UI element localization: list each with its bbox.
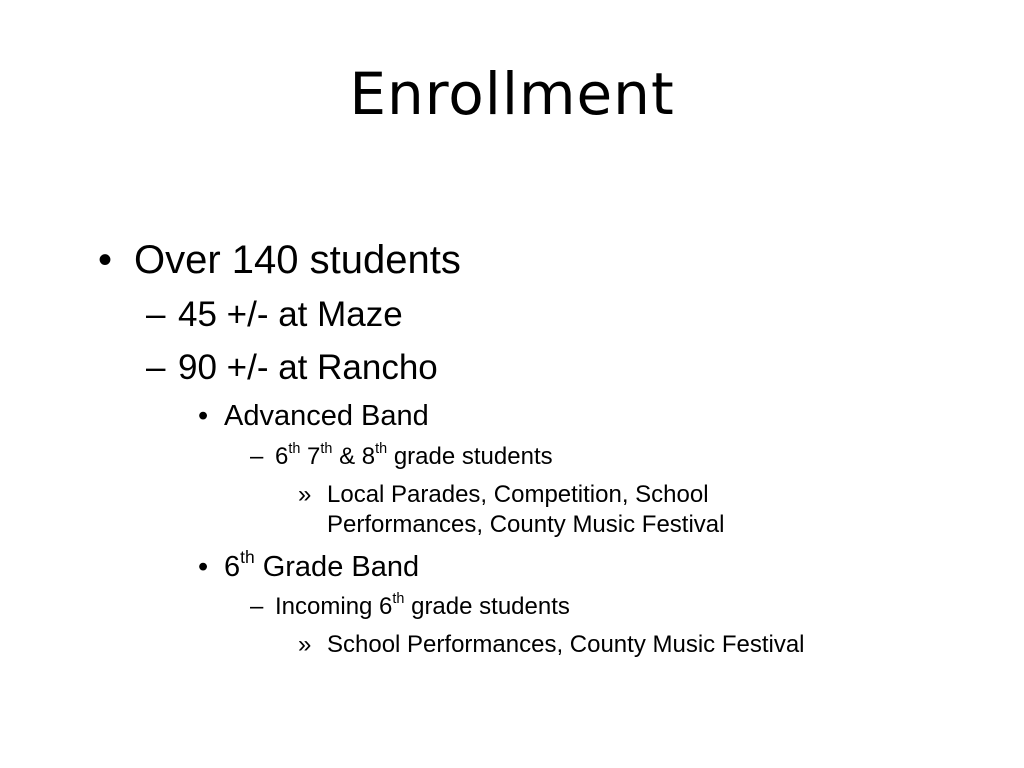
bullet-advanced-band: Advanced Band bbox=[224, 400, 429, 432]
bullet-marker: • bbox=[198, 400, 209, 432]
slide-title: Enrollment bbox=[349, 60, 675, 128]
raquo-marker: » bbox=[298, 481, 312, 508]
bullet-incoming-students: Incoming 6th grade students bbox=[275, 591, 570, 620]
dash-marker: – bbox=[146, 295, 166, 334]
sixth-events-line: School Performances, County Music Festival bbox=[327, 631, 805, 658]
bullet-grade-students: 6th 7th & 8th grade students bbox=[275, 441, 553, 470]
bullet-marker: • bbox=[98, 238, 113, 282]
advanced-events-line-2: Performances, County Music Festival bbox=[327, 511, 725, 538]
bullet-maze: 45 +/- at Maze bbox=[178, 295, 403, 334]
raquo-marker: » bbox=[298, 631, 312, 658]
bullet-over-140-students: Over 140 students bbox=[134, 238, 461, 282]
bullet-rancho: 90 +/- at Rancho bbox=[178, 348, 438, 387]
dash-marker: – bbox=[250, 593, 264, 620]
bullet-marker: • bbox=[198, 551, 209, 583]
advanced-events-line-1: Local Parades, Competition, School bbox=[327, 481, 709, 508]
dash-marker: – bbox=[146, 348, 166, 387]
dash-marker: – bbox=[250, 443, 264, 470]
bullet-sixth-grade-band: 6th Grade Band bbox=[224, 546, 420, 583]
